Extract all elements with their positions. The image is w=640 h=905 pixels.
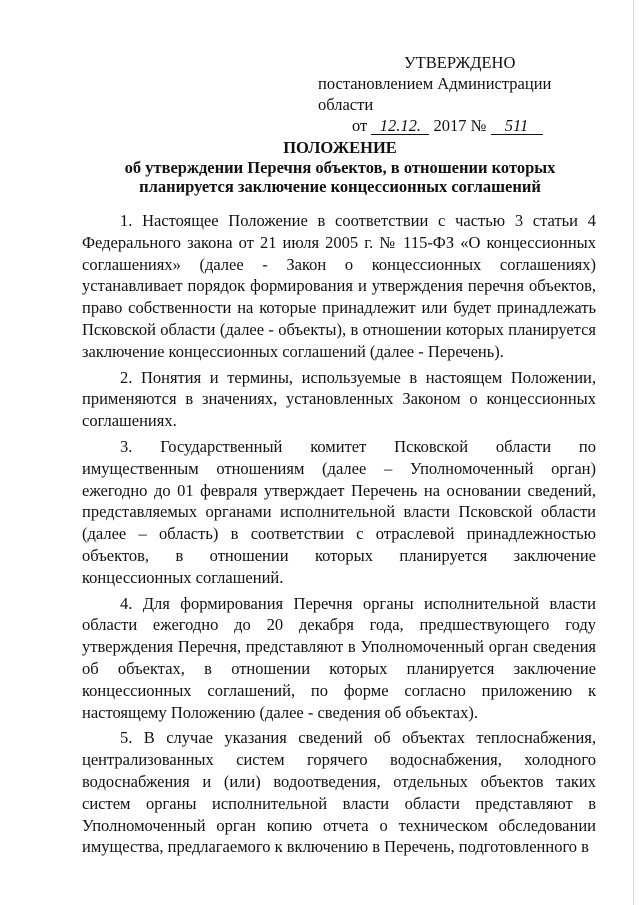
paragraph-1: 1. Настоящее Положение в соответствии с частью 3 статьи 4 Федерального закона от 21 июля 2005 г. № 115-ФЗ «О концессионных соглашениях» (далее - Закон о концессионных соглашениях) устанавливает порядок формирования и утверждения перечня объектов, право собственности на которые принадлежит или будет принадлежать Псковской области (далее - объекты), в отношении которых планируется заключение концессионных соглашений (далее - Перечень). (82, 211, 596, 361)
paragraph-4: 4. Для формирования Перечня органы исполнительной власти области ежегодно до 20 декабря года, предшествующего году утверждения Перечня, представляют в Уполномоченный орган сведения об объектах, в отношении которых планируется заключение концессионных соглашений, по форме согласно приложению к настоящему Положению (далее - сведения об объектах). (82, 593, 596, 722)
approval-year: 2017 № (433, 116, 487, 135)
approval-stamp (300, 52, 600, 136)
approval-title: УТВЕРЖДЕНО (404, 53, 516, 72)
approval-authority: постановлением Администрации области (318, 74, 552, 114)
paragraph-5: 5. В случае указания сведений об объектах теплоснабжения, централизованных систем горячего водоснабжения, холодного водоснабжения и (или) водоотведения, отдельных объектов таких систем органы исполнительной власти области представляют в Уполномоченный орган копию отчета о техническом обследовании имущества, предлагаемого к включению в Перечень, подготовленного в (82, 728, 596, 857)
document-body (82, 210, 596, 862)
document-subtitle: об утверждении Перечня объектов, в отношении которых планируется заключение концессионных соглашений (124, 157, 556, 196)
scan-edge-line (633, 0, 634, 905)
paragraph-3: 3. Государственный комитет Псковской области по имущественным отношениям (далее – Уполномоченный орган) ежегодно до 01 февраля утверждает Перечень на основании сведений, представляемых органами исполнительной власти Псковской области (далее – область) в соответствии с отраслевой принадлежностью объектов, в отношении которых планируется заключение концессионных соглашений. (82, 436, 596, 587)
document-title: ПОЛОЖЕНИЕ (283, 138, 397, 157)
approval-number-handwritten: 511 (491, 118, 543, 135)
approval-prefix: от (352, 116, 368, 135)
approval-date-line (300, 115, 600, 136)
paragraph-2: 2. Понятия и термины, используемые в настоящем Положении, применяются в значениях, установленных Законом о концессионных соглашениях. (82, 367, 596, 431)
document-heading (80, 138, 600, 197)
approval-date-handwritten: 12.12. (371, 118, 429, 135)
